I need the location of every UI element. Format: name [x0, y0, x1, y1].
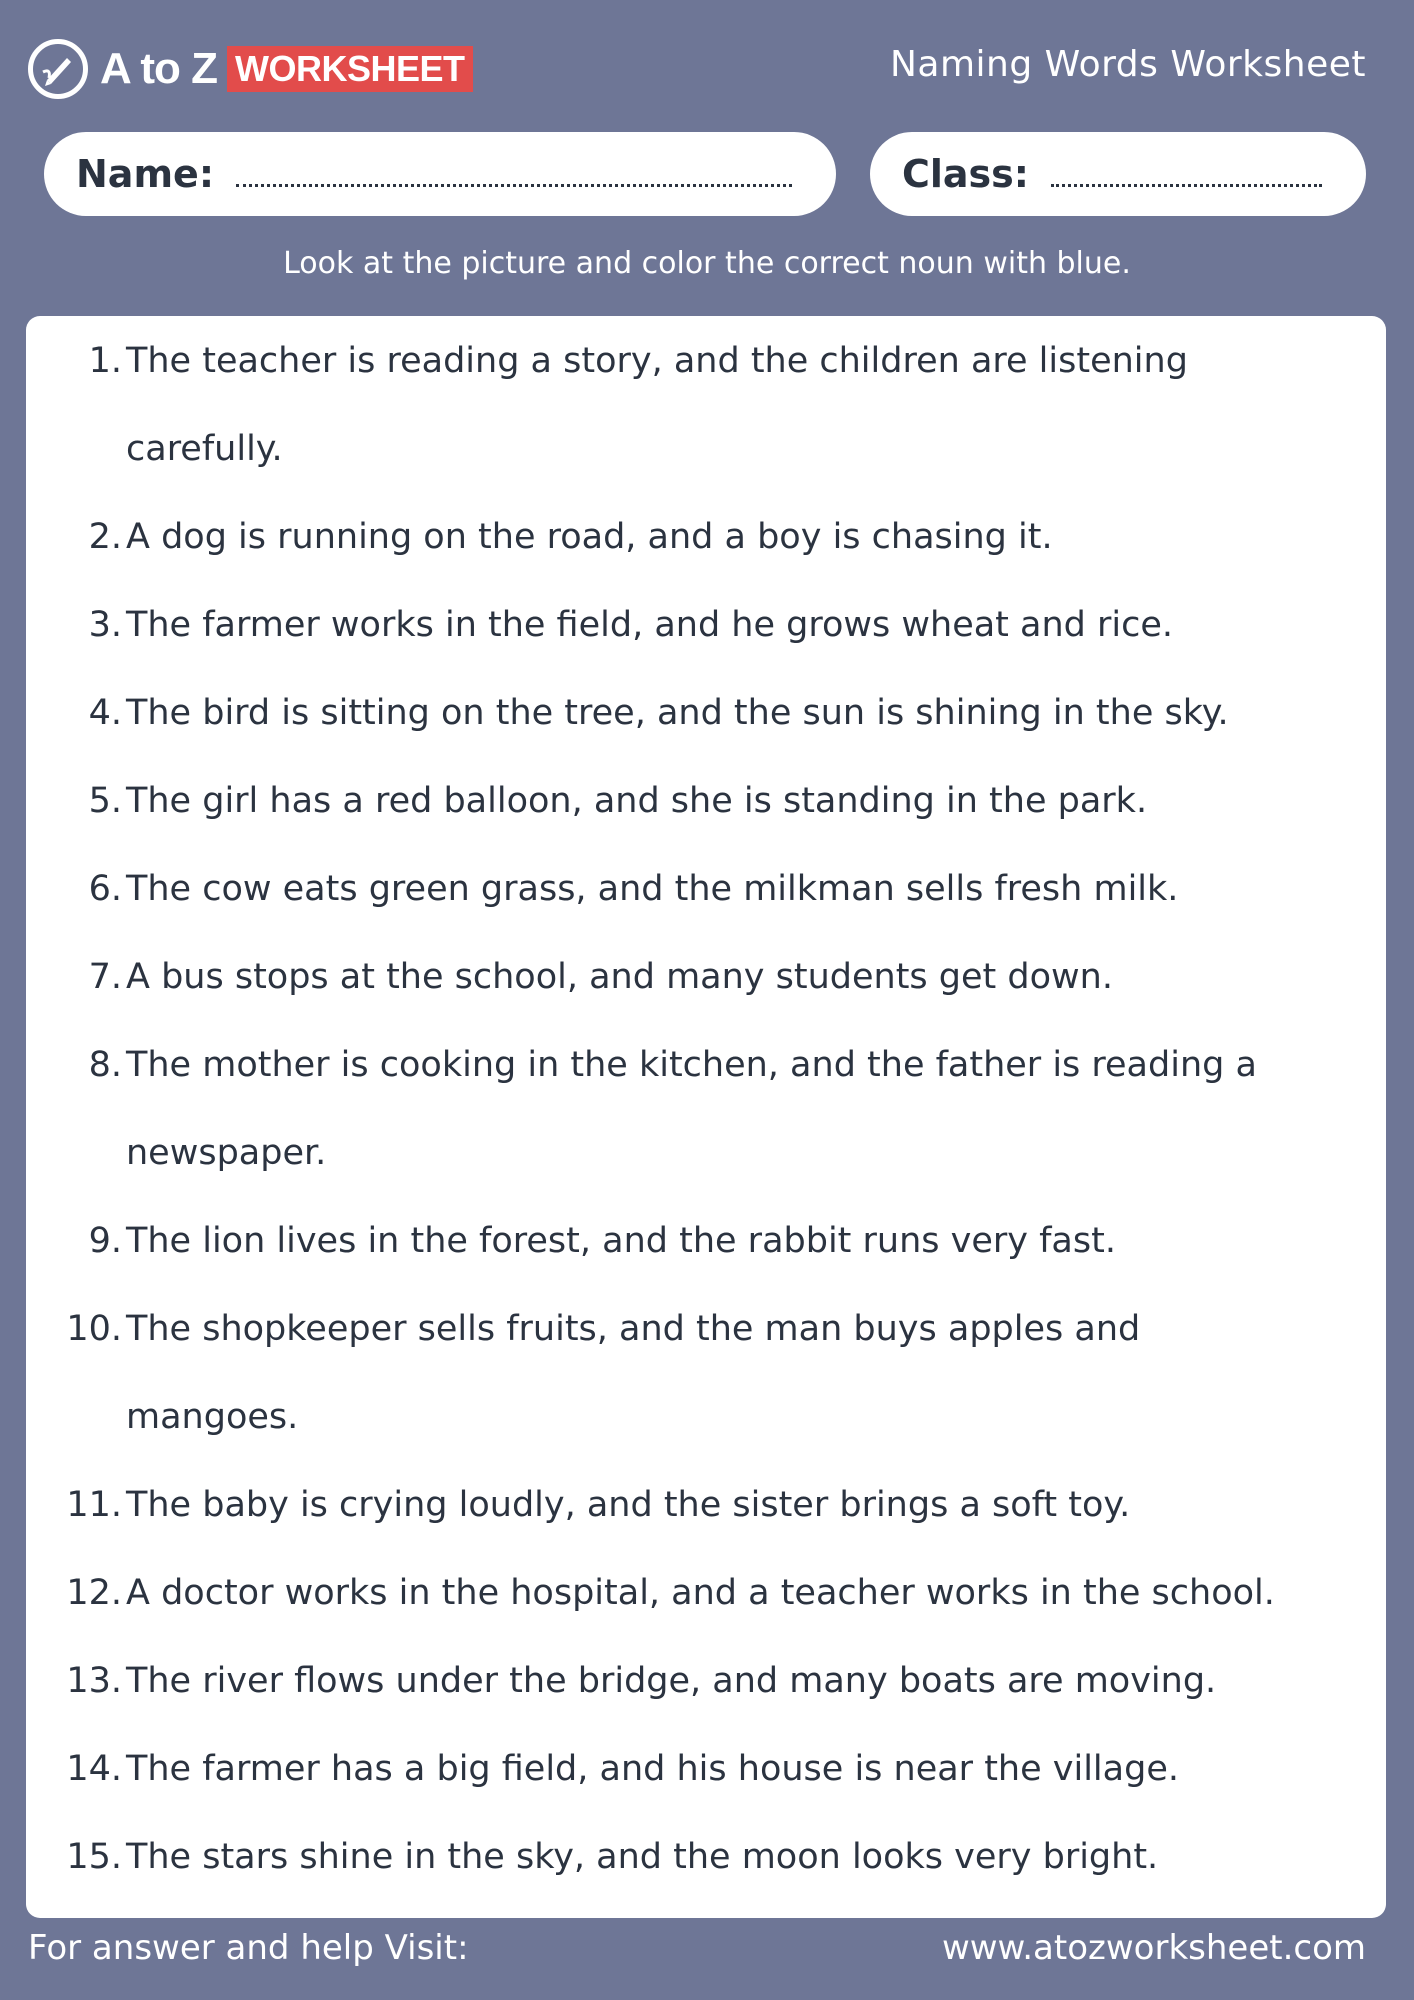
- question-text: The girl has a red balloon, and she is standing in the park.: [126, 781, 1148, 821]
- question-number: 4.: [88, 693, 122, 733]
- question-number: 12.: [66, 1573, 122, 1613]
- question-text: The mother is cooking in the kitchen, and the father is reading a: [126, 1045, 1257, 1085]
- class-field[interactable]: [870, 132, 1366, 216]
- class-label: Class:: [902, 152, 1029, 196]
- page-title: Naming Words Worksheet: [889, 44, 1366, 85]
- pencil-logo-icon: [28, 39, 88, 99]
- question-number: 15.: [66, 1837, 122, 1877]
- logo-text: A to Z: [100, 44, 217, 93]
- question-text: The bird is sitting on the tree, and the sun is shining in the sky.: [126, 693, 1229, 733]
- question-number: 3.: [88, 605, 122, 645]
- question-text: A dog is running on the road, and a boy is chasing it.: [126, 517, 1053, 557]
- name-label: Name:: [76, 152, 215, 196]
- question-number: 9.: [88, 1221, 122, 1261]
- class-blank-line[interactable]: [1051, 184, 1322, 187]
- name-blank-line[interactable]: [236, 184, 792, 187]
- site-logo: [28, 38, 473, 100]
- question-number: 1.: [88, 341, 122, 381]
- question-text: The farmer works in the field, and he grows wheat and rice.: [126, 605, 1174, 645]
- question-text: The baby is crying loudly, and the sister brings a soft toy.: [126, 1485, 1131, 1525]
- question-text: The lion lives in the forest, and the rabbit runs very fast.: [126, 1221, 1116, 1261]
- instruction-text: Look at the picture and color the correct noun with blue.: [283, 246, 1131, 281]
- question-number: 14.: [66, 1749, 122, 1789]
- question-number: 10.: [66, 1309, 122, 1349]
- name-field[interactable]: [44, 132, 836, 216]
- question-number: 7.: [88, 957, 122, 997]
- question-text: The teacher is reading a story, and the children are listening: [126, 341, 1188, 381]
- question-text: A bus stops at the school, and many students get down.: [126, 957, 1113, 997]
- logo-badge: WORKSHEET: [227, 46, 473, 92]
- questions-card: [26, 316, 1386, 1918]
- question-number: 11.: [66, 1485, 122, 1525]
- question-text: A doctor works in the hospital, and a teacher works in the school.: [126, 1573, 1275, 1613]
- question-number: 2.: [88, 517, 122, 557]
- question-text: The stars shine in the sky, and the moon looks very bright.: [126, 1837, 1159, 1877]
- question-text: The farmer has a big field, and his house is near the village.: [126, 1749, 1179, 1789]
- question-number: 6.: [88, 869, 122, 909]
- question-text: mangoes.: [126, 1397, 299, 1437]
- question-text: The shopkeeper sells fruits, and the man buys apples and: [126, 1309, 1141, 1349]
- footer-website-link[interactable]: www.atozworksheet.com: [941, 1928, 1366, 1968]
- footer-help-text: For answer and help Visit:: [28, 1928, 469, 1968]
- question-number: 8.: [88, 1045, 122, 1085]
- question-number: 5.: [88, 781, 122, 821]
- question-text: newspaper.: [126, 1133, 327, 1173]
- question-text: carefully.: [126, 429, 283, 469]
- question-text: The cow eats green grass, and the milkman sells fresh milk.: [126, 869, 1179, 909]
- question-number: 13.: [66, 1661, 122, 1701]
- question-text: The river flows under the bridge, and many boats are moving.: [126, 1661, 1217, 1701]
